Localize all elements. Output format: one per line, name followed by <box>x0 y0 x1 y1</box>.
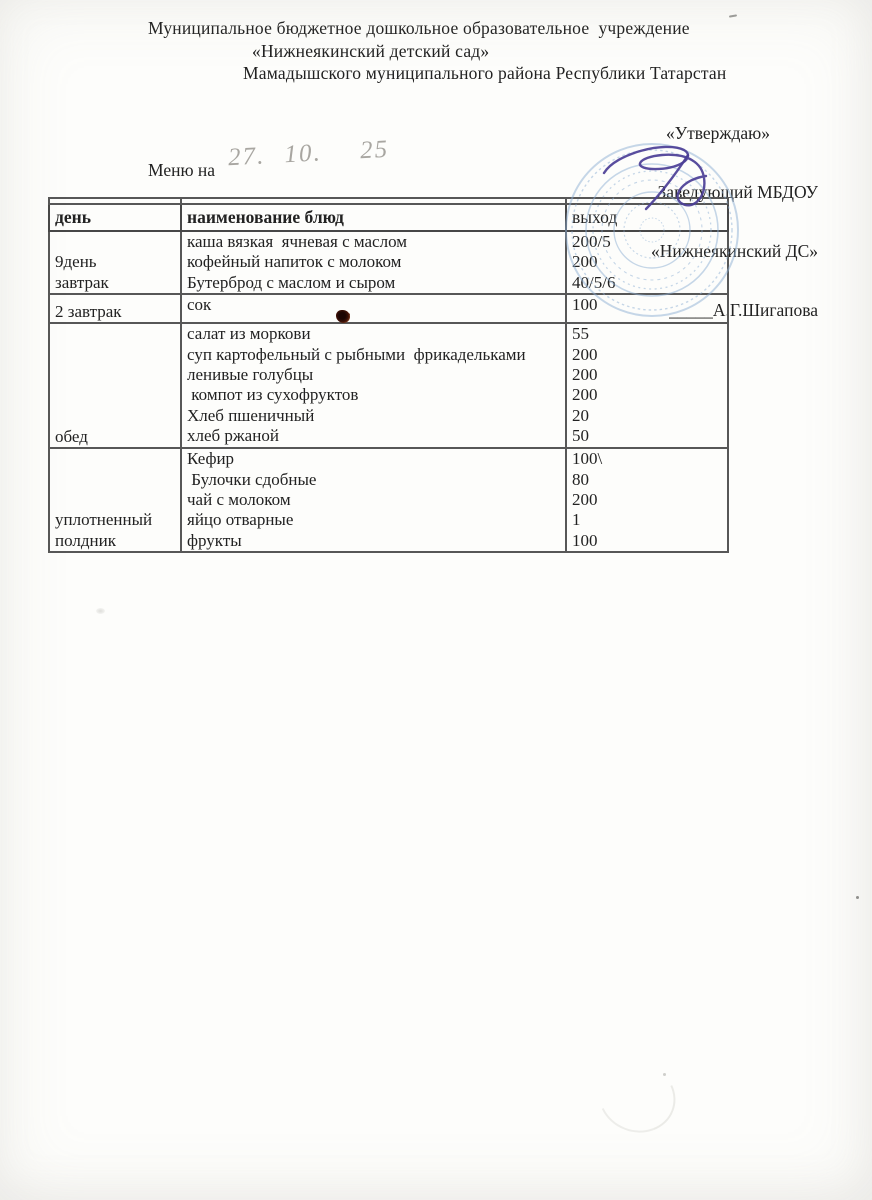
dish-name: фрукты <box>187 530 242 550</box>
meal-label: 9день <box>55 252 97 272</box>
column-header-dishes: наименование блюд <box>181 204 566 231</box>
dish-name: сок <box>187 295 212 315</box>
portion-value: 55 <box>572 324 589 344</box>
meal-label: полдник <box>55 530 116 550</box>
dish-name: хлеб ржаной <box>187 426 279 446</box>
dish-name: каша вязкая ячневая с маслом <box>187 232 408 251</box>
portions-cell <box>566 323 728 448</box>
handwritten-date: 27. 10. 25 <box>227 135 390 172</box>
portion-value: 100 <box>572 530 598 550</box>
portion-value: 20 <box>572 405 589 425</box>
dish-name: кофейный напиток с молоком <box>187 252 402 272</box>
scan-speck-dash <box>729 14 737 17</box>
dishes-cell <box>181 448 566 552</box>
meal-label: обед <box>55 426 88 446</box>
portion-value: 200 <box>572 385 598 405</box>
column-header-day: день <box>49 204 181 231</box>
portion-value: 100\ <box>572 449 603 469</box>
approval-word: «Утверждаю» <box>665 123 770 144</box>
menu-title-label: Меню на <box>148 160 216 180</box>
meal-label: 2 завтрак <box>55 301 122 321</box>
portion-value: 1 <box>572 510 581 530</box>
dishes-cell <box>181 231 566 294</box>
meal-label: завтрак <box>55 272 109 292</box>
dish-name: яйцо отварные <box>187 510 294 530</box>
dish-name: Хлеб пшеничный <box>187 405 315 425</box>
org-name-line2: «Нижнеякинский детский сад» <box>252 41 490 61</box>
dish-name: компот из сухофруктов <box>187 385 359 405</box>
meal-label: уплотненный <box>55 510 153 530</box>
scan-speck-dot <box>856 896 859 899</box>
approver-title: Заведующий МБДОУ <box>657 181 818 202</box>
ink-blot-stain <box>336 310 350 323</box>
dish-name: Кефир <box>187 449 235 469</box>
portion-value: 200 <box>572 490 598 510</box>
org-name-line3: Мамадышского муниципального района Республики Татарстан <box>243 63 727 83</box>
signature-icon <box>592 133 752 223</box>
portion-value: 50 <box>572 426 589 446</box>
table-row <box>49 448 728 552</box>
meal-cell <box>49 294 181 323</box>
org-name-line1: Муниципальное бюджетное дошкольное образовательное учреждение <box>148 18 690 38</box>
approver-org: «Нижнеякинский ДС» <box>651 240 818 261</box>
dishes-cell <box>181 294 566 323</box>
scan-faint-mark <box>96 608 105 614</box>
portion-value: 200 <box>572 344 598 364</box>
portion-value: 100 <box>572 295 598 315</box>
portion-value: 80 <box>572 469 589 489</box>
dish-name: чай с молоком <box>187 490 291 510</box>
portion-value: 40/5/6 <box>572 272 616 292</box>
portion-value: 200 <box>572 252 598 272</box>
meal-cell <box>49 231 181 294</box>
portion-value: 200 <box>572 365 598 385</box>
column-header-portion: выход <box>566 204 728 231</box>
dish-name: ленивые голубцы <box>187 365 314 385</box>
meal-cell <box>49 448 181 552</box>
portions-cell <box>566 448 728 552</box>
dish-name: суп картофельный с рыбными фрикадельками <box>187 344 526 364</box>
portion-value: 200/5 <box>572 232 611 251</box>
meal-cell <box>49 323 181 448</box>
dishes-cell <box>181 323 566 448</box>
scan-smudge <box>588 1050 687 1144</box>
dish-name: Булочки сдобные <box>187 469 317 489</box>
dish-name: Бутерброд с маслом и сыром <box>187 272 396 292</box>
approver-signature-line: _____А.Г.Шигапова <box>669 299 818 320</box>
table-row <box>49 323 728 448</box>
dish-name: салат из моркови <box>187 324 311 344</box>
